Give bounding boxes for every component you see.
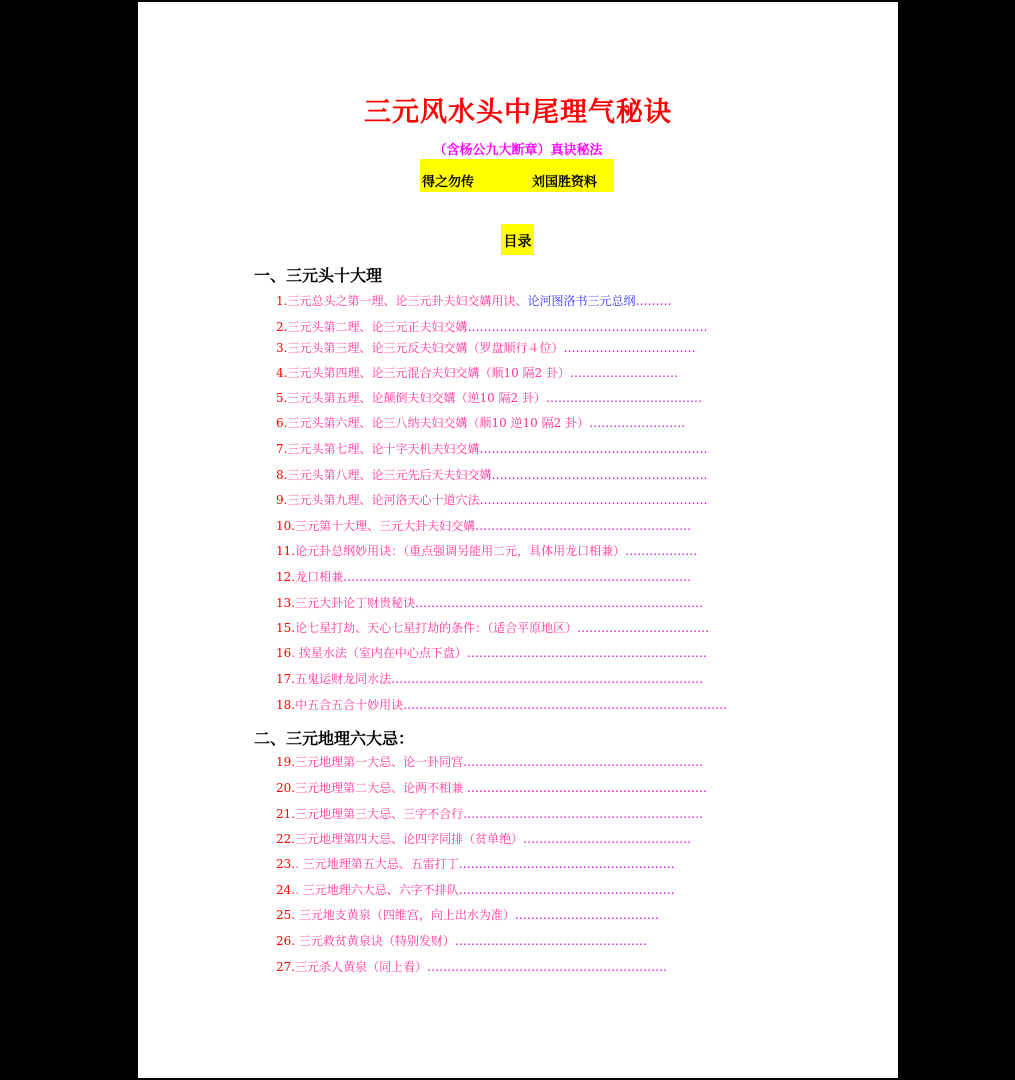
entry-number: 17.	[276, 672, 296, 686]
document-page	[138, 2, 898, 1078]
entry-text: 三元头第九理、论河洛天心十道穴法	[287, 493, 480, 507]
entry-leader: ……………………………………	[523, 832, 692, 846]
entry-leader: ………………………………………………………………	[415, 596, 704, 610]
toc-entry-18[interactable]	[276, 696, 727, 714]
toc-entry-10[interactable]	[276, 517, 691, 535]
toc-entry-27[interactable]	[276, 958, 667, 976]
entry-text: 三元总头之第一理、论三元卦夫妇交媾用诀、	[287, 294, 528, 308]
entry-number: 9.	[276, 493, 288, 507]
entry-number: 12.	[276, 570, 296, 584]
entry-text: 三元头第二理、论三元正夫妇交媾	[287, 320, 468, 334]
entry-text: 三元头第五理、论颠倒夫妇交媾（逆10 隔2 卦）	[287, 391, 546, 405]
toc-entry-3[interactable]	[276, 339, 695, 357]
page-subtitle: （含杨公九大断章）真诀秘法	[433, 143, 603, 158]
entry-text: 三元头第三理、论三元反夫妇交媾（罗盘顺行４位）	[287, 341, 564, 355]
entry-text: 论元卦总纲妙用诀：（重点强调另能用二元，具体用龙口相兼）	[295, 544, 626, 558]
entry-number: 8.	[276, 468, 288, 482]
credit-right: 刘国胜资料	[532, 175, 598, 190]
entry-number: 21.	[276, 807, 296, 821]
toc-entry-6[interactable]	[276, 414, 685, 432]
toc-entry-25[interactable]	[276, 906, 659, 924]
entry-number: 1.	[276, 294, 288, 308]
toc-entry-7[interactable]	[276, 440, 707, 458]
entry-number: 13.	[276, 596, 296, 610]
entry-leader: ……………………………………………………	[463, 755, 704, 769]
entry-number: 18.	[276, 698, 296, 712]
entry-text: 三元杀人黄泉（同上看）	[295, 960, 428, 974]
entry-leader: ……………………………………………………………………	[391, 672, 704, 686]
entry-text: 三元头第四理、论三元混合夫妇交媾（顺10 隔2 卦）	[287, 366, 570, 380]
toc-entry-1[interactable]	[276, 292, 671, 310]
entry-leader: ……………………………	[577, 621, 710, 635]
toc-entry-2[interactable]	[276, 318, 707, 336]
entry-text: 三元第十大理、三元大卦夫妇交媾	[295, 519, 476, 533]
entry-leader: ………………………………………………	[458, 857, 675, 871]
entry-text: . 三元地理第五大忌、五雷打丁	[295, 857, 459, 871]
entry-number: 19.	[276, 755, 296, 769]
toc-entry-5[interactable]	[276, 389, 702, 407]
entry-number: 25.	[276, 908, 296, 922]
entry-number: 3.	[276, 341, 288, 355]
entry-text: 三元头第八理、论三元先后天夫妇交媾	[287, 468, 492, 482]
toc-entry-26[interactable]	[276, 932, 647, 950]
toc-entry-4[interactable]	[276, 364, 678, 382]
toc-entry-16[interactable]	[276, 644, 707, 662]
entry-leader: ……………………………………………………	[463, 807, 704, 821]
entry-number: 6.	[276, 416, 288, 430]
entry-number: 22.	[276, 832, 296, 846]
entry-text: . 三元地理六大忌、六字不排队	[295, 883, 459, 897]
entry-text: 三元地理第四大忌、论四字同排（贫单绝）	[295, 832, 524, 846]
toc-entry-21[interactable]	[276, 805, 703, 823]
section-heading-2: 二、三元地理六大忌：	[254, 729, 415, 748]
entry-text: 龙口相兼	[295, 570, 344, 584]
entry-leader: …………………………………	[546, 391, 702, 405]
entry-leader: …………………………………………	[454, 934, 647, 948]
entry-number: 24.	[276, 883, 296, 897]
toc-entry-24[interactable]	[276, 881, 675, 899]
entry-text: 三元头第七理、论十字天机夫妇交媾	[287, 442, 480, 456]
entry-leader: ………………………………………………	[458, 883, 675, 897]
toc-entry-17[interactable]	[276, 670, 703, 688]
entry-leader: ……………………………	[563, 341, 696, 355]
entry-text: 三元地支黄泉（四维宫，向上出水为准）	[295, 908, 515, 922]
entry-leader: ………………………………………………………………………	[403, 698, 728, 712]
entry-leader: ………………	[625, 544, 698, 558]
entry-number: 23.	[276, 857, 296, 871]
entry-leader: …………………………………………………	[479, 442, 708, 456]
entry-leader: ………………………………………………	[491, 468, 708, 482]
entry-number: 10.	[276, 519, 296, 533]
entry-text: . 挨星水法（室内在中心点下盘）	[291, 646, 467, 660]
entry-leader: ……………………………………………………	[466, 646, 707, 660]
toc-entry-22[interactable]	[276, 830, 691, 848]
entry-text: 三元救贫黄泉诀（特别发财）	[295, 934, 455, 948]
entry-text: 三元头第六理、论三八纳夫妇交媾（顺10 逆10 隔2 卦）	[287, 416, 590, 430]
entry-text: 三元地理第二大忌、论两不相兼	[295, 781, 467, 795]
section-heading-1: 一、三元头十大理	[254, 266, 383, 285]
toc-entry-20[interactable]	[276, 779, 707, 797]
entry-text: 三元地理第一大忌、论一卦同宫	[295, 755, 464, 769]
entry-number: 26.	[276, 934, 296, 948]
toc-entry-19[interactable]	[276, 753, 703, 771]
entry-leader: ………………………………	[514, 908, 659, 922]
entry-leader: ……………………………………………………	[467, 320, 708, 334]
entry-number: 11.	[276, 544, 296, 558]
entry-text: 三元地理第三大忌、三字不合行	[295, 807, 464, 821]
toc-entry-11[interactable]	[276, 542, 697, 560]
entry-number: 16	[276, 646, 292, 660]
entry-leader: …………………………………………………	[479, 493, 708, 507]
entry-number: 27.	[276, 960, 296, 974]
toc-entry-12[interactable]	[276, 568, 691, 586]
entry-leader: ………………………	[570, 366, 678, 380]
entry-leader: ……………………	[589, 416, 686, 430]
credit-line	[420, 159, 614, 192]
entry-number: 4.	[276, 366, 288, 380]
entry-leader: ……………………………………………………	[466, 781, 707, 795]
entry-leader: ……………………………………………………………………………	[343, 570, 692, 584]
entry-leader: ………	[635, 294, 672, 308]
toc-entry-13[interactable]	[276, 594, 703, 612]
page-title: 三元风水头中尾理气秘诀	[364, 97, 672, 128]
entry-text: 论七星打劫、天心七星打劫的条件：（适合平原地区）	[295, 621, 578, 635]
entry-leader: ………………………………………………	[475, 519, 692, 533]
credit-left: 得之勿传	[422, 175, 475, 190]
entry-number: 7.	[276, 442, 288, 456]
entry-text: 三元大卦论丁财贵秘诀	[295, 596, 416, 610]
entry-text: 中五合五合十妙用诀	[295, 698, 404, 712]
toc-entry-15[interactable]	[276, 619, 709, 637]
toc-entry-8[interactable]	[276, 466, 707, 484]
entry-leader: ……………………………………………………	[427, 960, 668, 974]
entry-text: 五鬼运财龙同水法	[295, 672, 392, 686]
entry-number: 20.	[276, 781, 296, 795]
entry-text-blue: 论河图洛书三元总纲	[527, 294, 636, 308]
toc-heading: 目录	[501, 224, 534, 255]
toc-entry-23[interactable]	[276, 855, 675, 873]
toc-entry-9[interactable]	[276, 491, 707, 509]
entry-number: 2.	[276, 320, 288, 334]
entry-number: 5.	[276, 391, 288, 405]
entry-number: 15.	[276, 621, 296, 635]
